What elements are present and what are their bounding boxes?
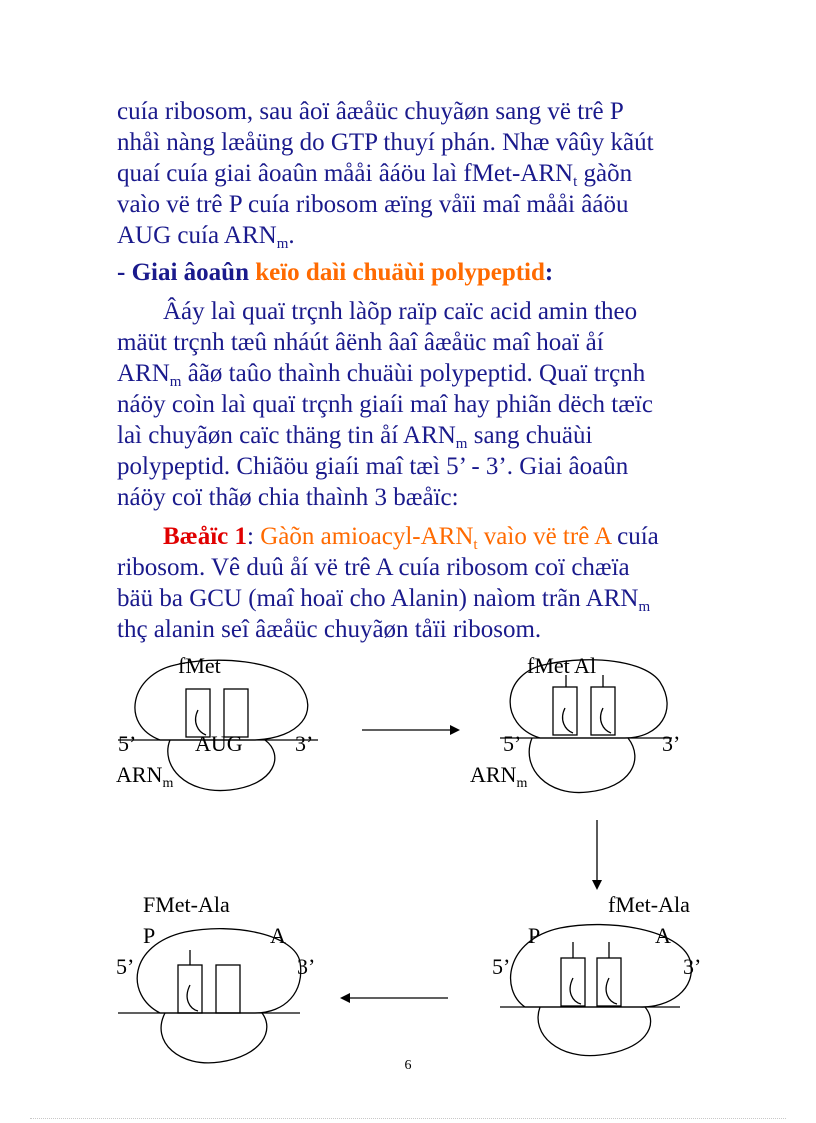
step-line-1: Bæåïc 1: Gàõn amioacyl-$ARN_t$ vaìo vë trê A cuía (163, 523, 659, 553)
label-fmet-al-2: fMet Al (527, 653, 597, 678)
label-fmet-ala-4: FMet-Ala (143, 892, 230, 917)
label-a-site-3: A (655, 923, 671, 948)
ribosome-small-subunit-3 (538, 1007, 651, 1056)
para-line-2: mäüt trçnh tæû nháút âënh âaî âæåüc maî hoaï åí (117, 329, 604, 356)
ribosome-large-subunit-1 (135, 660, 308, 740)
trna-a-site-1 (224, 689, 248, 737)
label-arn-1: $ARN_m$ (116, 762, 174, 791)
label-a-site-4: A (270, 923, 286, 948)
label-codon-aug: AUG (195, 731, 243, 756)
footer-divider (30, 1118, 786, 1119)
intro-line-3: quaí cuía giai âoaûn mååi âáöu laì fMet-$ARN_t$ gàõn (117, 160, 633, 190)
para-line-6: polypeptid. Chiãöu giaíi maî tæì 5’ - 3’. Giai âoaûn (117, 453, 629, 480)
intro-line-4: vaìo vë trê P cuía ribosom æïng våïi maî mååi âáöu (117, 191, 629, 218)
label-3prime-3: 3’ (683, 954, 702, 979)
step-line-2: ribosom. Vê duû åí vë trê A cuía ribosom coï chæïa (117, 554, 630, 581)
para-line-3: $ARN_m$ âãø taûo thaình chuäùi polypeptid. Quaï trçnh (117, 360, 646, 390)
ribosome-small-subunit-4 (161, 1013, 267, 1063)
label-5prime-1: 5’ (118, 731, 137, 756)
para-line-1: Âáy laì quaï trçnh làõp raïp caïc acid amin theo (163, 298, 638, 325)
label-arn-2: $ARN_m$ (470, 762, 528, 791)
label-3prime-2: 3’ (662, 731, 681, 756)
label-p-site-3: P (528, 923, 541, 948)
step-line-3: bäü ba GCU (maî hoaï cho Alanin) naìom trãn $ARN_m$ (117, 585, 651, 615)
label-5prime-2: 5’ (503, 731, 522, 756)
label-3prime-4: 3’ (297, 954, 316, 979)
trna-a-site-4 (216, 965, 240, 1013)
intro-line-1: cuía ribosom, sau âoï âæåüc chuyãøn sang vë trê P (117, 98, 624, 125)
label-5prime-3: 5’ (492, 954, 511, 979)
para-line-5: laì chuyãøn caïc thäng tin åí $ARN_m$ sang chuäùi (117, 422, 593, 452)
section-heading: - Giai âoaûn keïo daìi chuäùi polypeptid: (117, 259, 554, 286)
label-fmet-1: fMet (178, 653, 221, 678)
trna-a-site-2 (591, 687, 615, 735)
label-p-site-4: P (143, 923, 156, 948)
ribosome-small-subunit-2 (529, 738, 635, 793)
para-line-4: náöy coìn laì quaï trçnh giaíi maî hay phiãn dëch tæïc (117, 391, 653, 418)
label-3prime-1: 3’ (295, 731, 314, 756)
trna-p-site-1 (186, 689, 210, 737)
label-5prime-4: 5’ (116, 954, 135, 979)
label-fmet-ala-3: fMet-Ala (608, 892, 690, 917)
step-line-4: thç alanin seî âæåüc chuyãøn tåïi ribosom. (117, 616, 542, 643)
trna-p-site-2 (553, 687, 577, 735)
para-line-7: náöy coï thãø chia thaình 3 bæåïc: (117, 484, 459, 511)
page-number: 6 (404, 1058, 412, 1073)
intro-line-2: nhåì nàng læåüng do GTP thuyí phán. Nhæ vâûy kãút (117, 129, 654, 156)
intro-line-5: AUG cuía $ARN_m$. (117, 222, 295, 252)
